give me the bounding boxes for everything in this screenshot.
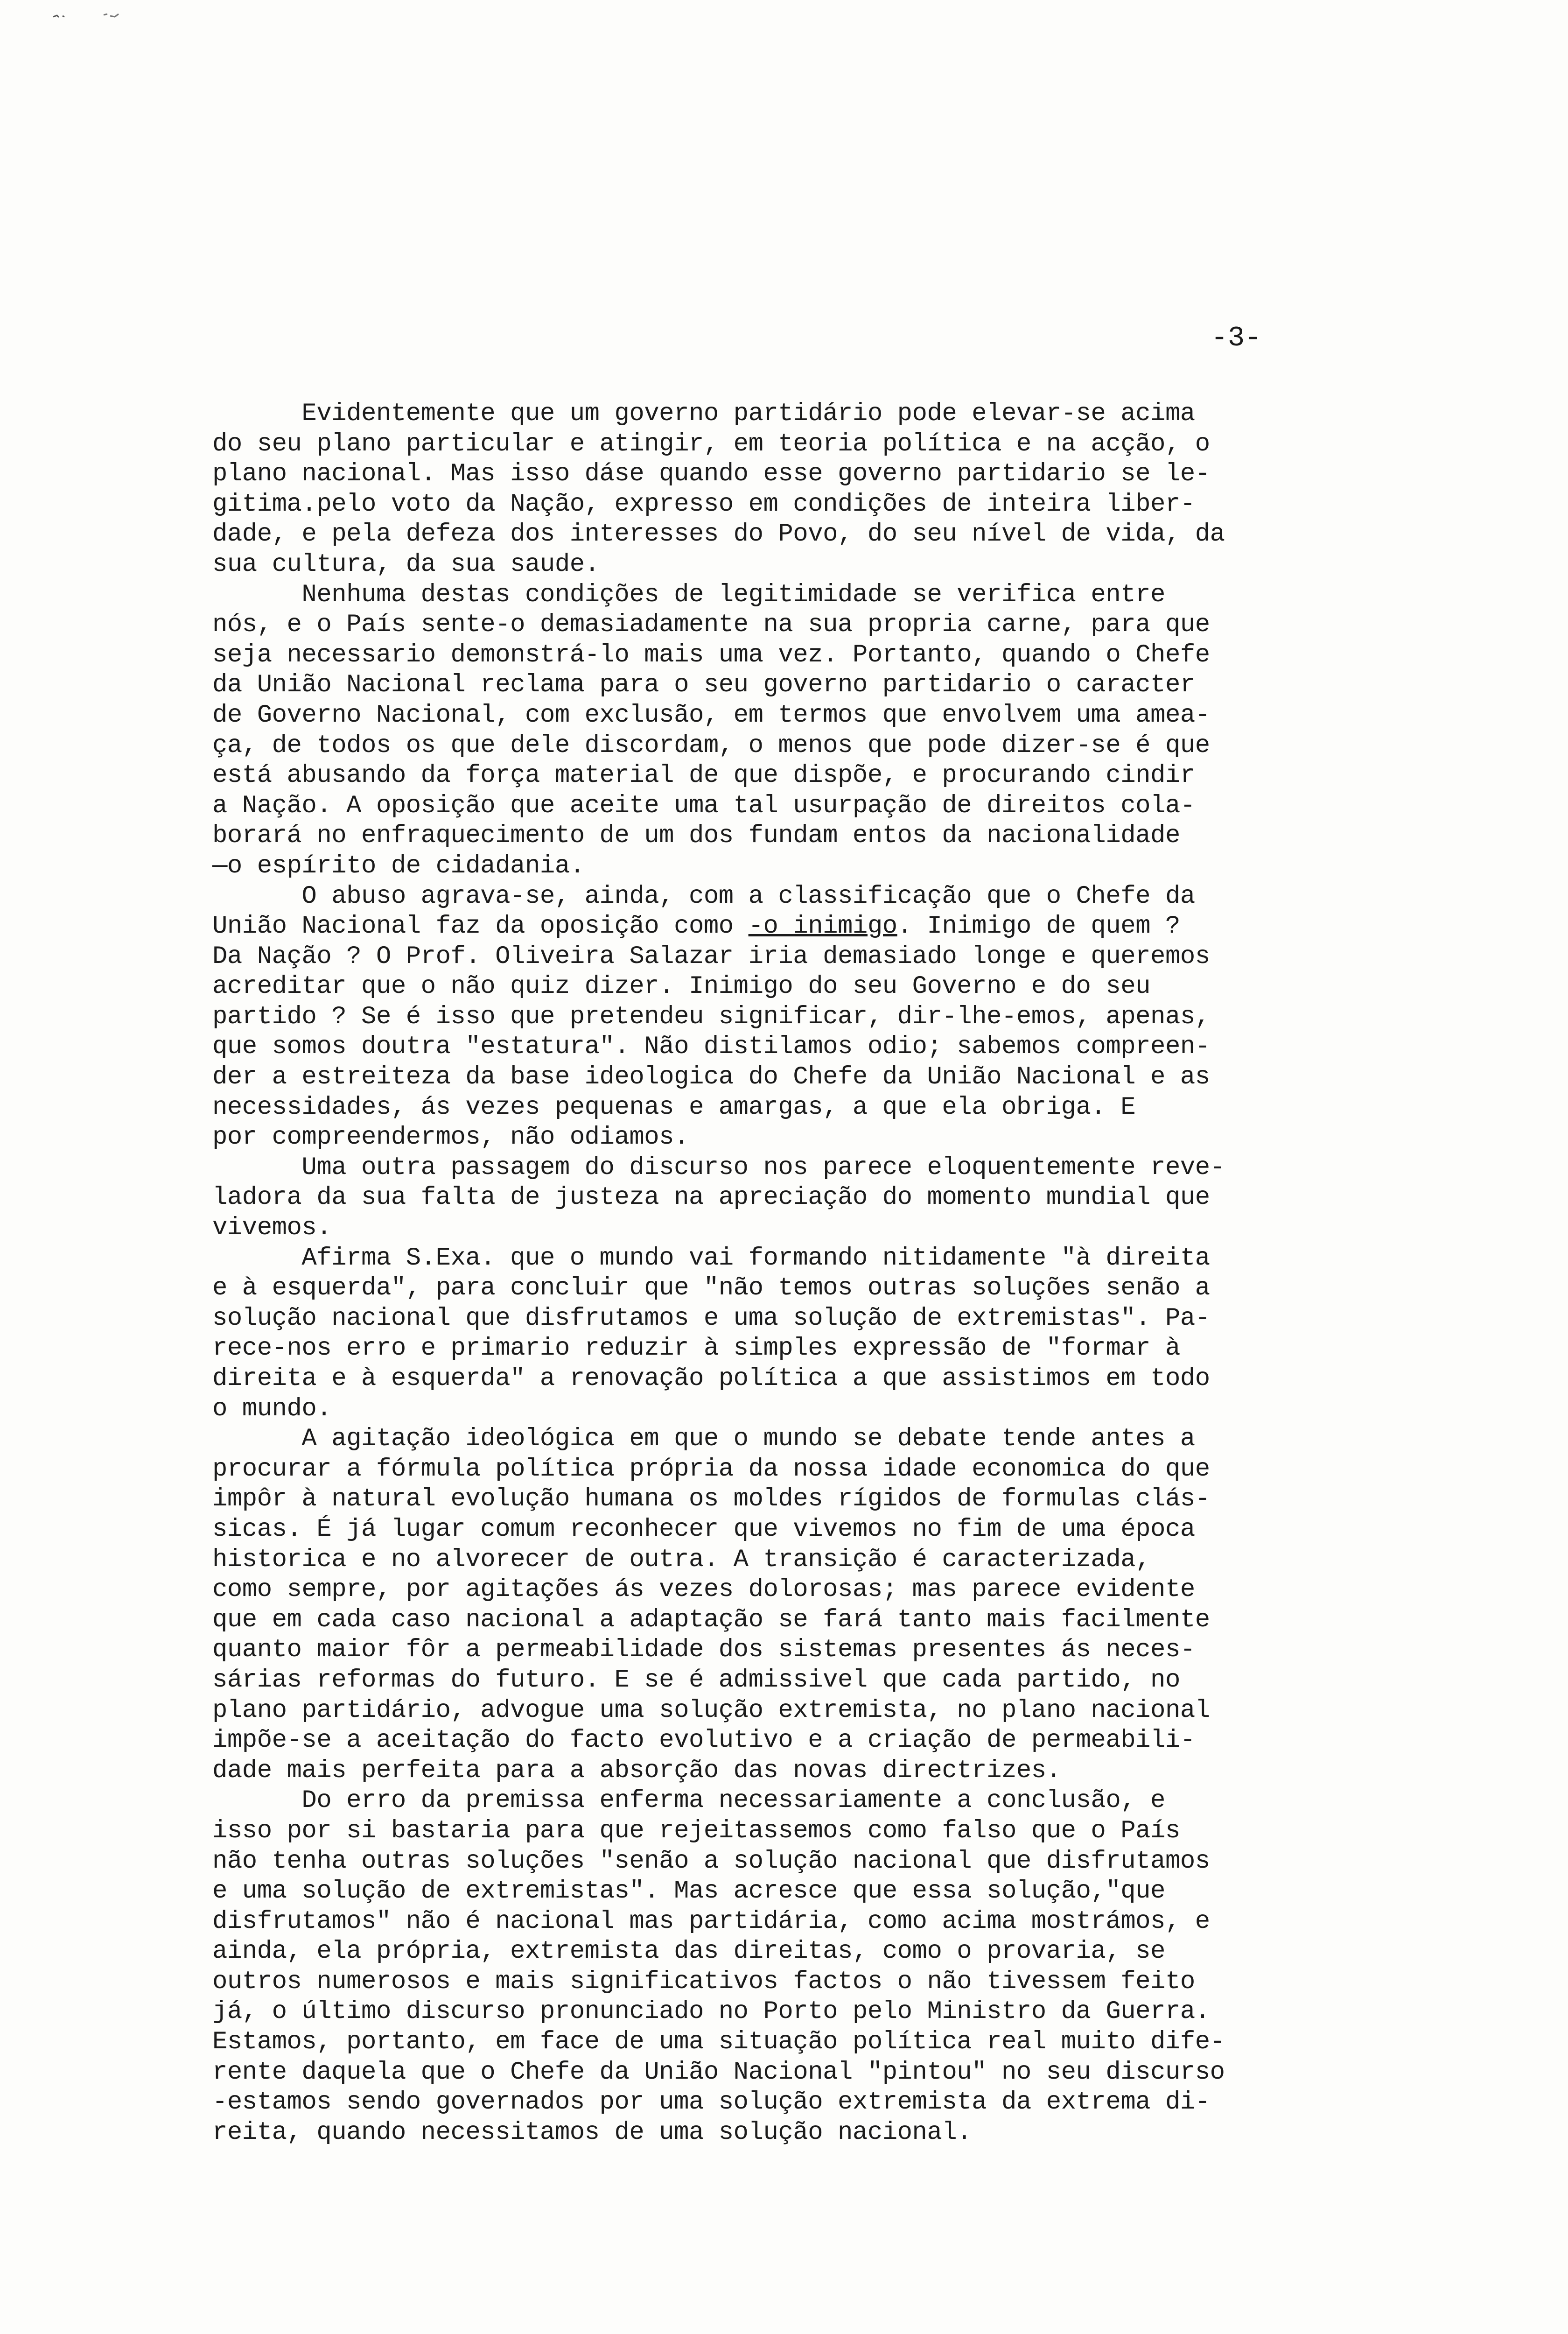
text-line: quanto maior fôr a permeabilidade dos sistemas presentes ás neces-	[212, 1636, 1195, 1665]
text-line: da União Nacional reclama para o seu governo partidario o caracter	[212, 671, 1195, 700]
text-line: por compreendermos, não odiamos.	[212, 1123, 689, 1152]
text-line: Do erro da premissa enferma necessariamente a conclusão, e	[212, 1786, 1165, 1815]
text-line: impõe-se a aceitação do facto evolutivo e a criação de permeabili-	[212, 1726, 1195, 1755]
text-line: der a estreiteza da base ideologica do Chefe da União Nacional e as	[212, 1063, 1210, 1092]
text-line: ça, de todos os que dele discordam, o menos que pode dizer-se é que	[212, 731, 1210, 760]
text-line: Da Nação ? O Prof. Oliveira Salazar iria demasiado longe e queremos	[212, 942, 1210, 971]
text-line: do seu plano particular e atingir, em teoria política e na acção, o	[212, 429, 1210, 458]
text-line: Afirma S.Exa. que o mundo vai formando nitidamente "à direita	[212, 1244, 1210, 1272]
text-line: O abuso agrava-se, ainda, com a classificação que o Chefe da	[212, 882, 1195, 911]
text-line: borará no enfraquecimento de um dos fundam entos da nacionalidade	[212, 822, 1180, 851]
text-line: União Nacional faz da oposição como -o inimigo. Inimigo de quem ?	[212, 912, 1180, 941]
text-line: a Nação. A oposição que aceite uma tal usurpação de direitos cola-	[212, 791, 1195, 820]
text-line: solução nacional que disfrutamos e uma solução de extremistas". Pa-	[212, 1304, 1210, 1333]
text-line: Nenhuma destas condições de legitimidade se verifica entre	[212, 580, 1165, 609]
text-line: já, o último discurso pronunciado no Porto pelo Ministro da Guerra.	[212, 1997, 1210, 2026]
text-line: seja necessario demonstrá-lo mais uma vez. Portanto, quando o Chefe	[212, 640, 1210, 669]
text-line: rente daquela que o Chefe da União Nacional "pintou" no seu discurso	[212, 2058, 1225, 2087]
text-line: —o espírito de cidadania.	[212, 851, 585, 880]
text-line: está abusando da força material de que dispõe, e procurando cindir	[212, 761, 1195, 790]
underlined-phrase: -o inimigo	[748, 912, 897, 941]
text-line: de Governo Nacional, com exclusão, em termos que envolvem uma amea-	[212, 701, 1210, 730]
text-line: nós, e o País sente-o demasiadamente na sua propria carne, para que	[212, 611, 1210, 640]
text-line: como sempre, por agitações ás vezes dolorosas; mas parece evidente	[212, 1575, 1195, 1604]
text-line: e à esquerda", para concluir que "não temos outras soluções senão a	[212, 1274, 1210, 1303]
text-line: impôr à natural evolução humana os moldes rígidos de formulas clás-	[212, 1485, 1210, 1514]
text-line: direita e à esquerda" a renovação política a que assistimos em todo	[212, 1364, 1210, 1393]
text-line: outros numerosos e mais significativos factos o não tivessem feito	[212, 1967, 1195, 1996]
text-line: acreditar que o não quiz dizer. Inimigo do seu Governo e do seu	[212, 972, 1151, 1001]
text-line: disfrutamos" não é nacional mas partidária, como acima mostrámos, e	[212, 1907, 1210, 1936]
text-line: ainda, ela própria, extremista das direitas, como o provaria, se	[212, 1937, 1165, 1966]
scan-speck-mark	[52, 11, 122, 21]
text-line: procurar a fórmula política própria da nossa idade economica do que	[212, 1455, 1210, 1483]
text-line: não tenha outras soluções "senão a solução nacional que disfrutamos	[212, 1847, 1210, 1876]
text-line: historica e no alvorecer de outra. A transição é caracterizada,	[212, 1545, 1151, 1574]
text-line: que em cada caso nacional a adaptação se fará tanto mais facilmente	[212, 1605, 1210, 1634]
text-line: e uma solução de extremistas". Mas acresce que essa solução,"que	[212, 1877, 1165, 1906]
text-line: sua cultura, da sua saude.	[212, 550, 600, 579]
text-line: ladora da sua falta de justeza na apreciação do momento mundial que	[212, 1183, 1210, 1212]
text-line: o mundo.	[212, 1394, 332, 1423]
text-line: A agitação ideológica em que o mundo se debate tende antes a	[212, 1425, 1195, 1454]
text-line: gitima.pelo voto da Nação, expresso em condições de inteira liber-	[212, 490, 1195, 519]
text-line: sicas. É já lugar comum reconhecer que vivemos no fim de uma época	[212, 1515, 1195, 1544]
text-line: dade, e pela defeza dos interesses do Povo, do seu nível de vida, da	[212, 520, 1225, 549]
document-body	[212, 399, 1514, 2148]
text-line: Uma outra passagem do discurso nos parece eloquentemente reve-	[212, 1153, 1225, 1182]
text-line: isso por si bastaria para que rejeitassemos como falso que o País	[212, 1816, 1180, 1845]
text-line: necessidades, ás vezes pequenas e amargas, a que ela obriga. E	[212, 1093, 1136, 1122]
text-line: sárias reformas do futuro. E se é admissivel que cada partido, no	[212, 1666, 1180, 1694]
text-line: Evidentemente que um governo partidário pode elevar-se acima	[212, 400, 1195, 428]
text-line: dade mais perfeita para a absorção das novas directrizes.	[212, 1756, 1061, 1785]
text-line: que somos doutra "estatura". Não distilamos odio; sabemos compreen-	[212, 1033, 1210, 1062]
text-line: -estamos sendo governados por uma solução extremista da extrema di-	[212, 2088, 1210, 2117]
text-line: vivemos.	[212, 1214, 332, 1243]
text-line: rece-nos erro e primario reduzir à simples expressão de "formar à	[212, 1334, 1180, 1363]
text-line: reita, quando necessitamos de uma solução nacional.	[212, 2118, 972, 2147]
text-line: plano nacional. Mas isso dáse quando esse governo partidario se le-	[212, 460, 1210, 489]
page-number: -3-	[1211, 323, 1262, 354]
text-line: Estamos, portanto, em face de uma situação política real muito dife-	[212, 2028, 1225, 2057]
text-line: plano partidário, advogue uma solução extremista, no plano nacional	[212, 1696, 1210, 1725]
text-line: partido ? Se é isso que pretendeu significar, dir-lhe-emos, apenas,	[212, 1002, 1210, 1031]
